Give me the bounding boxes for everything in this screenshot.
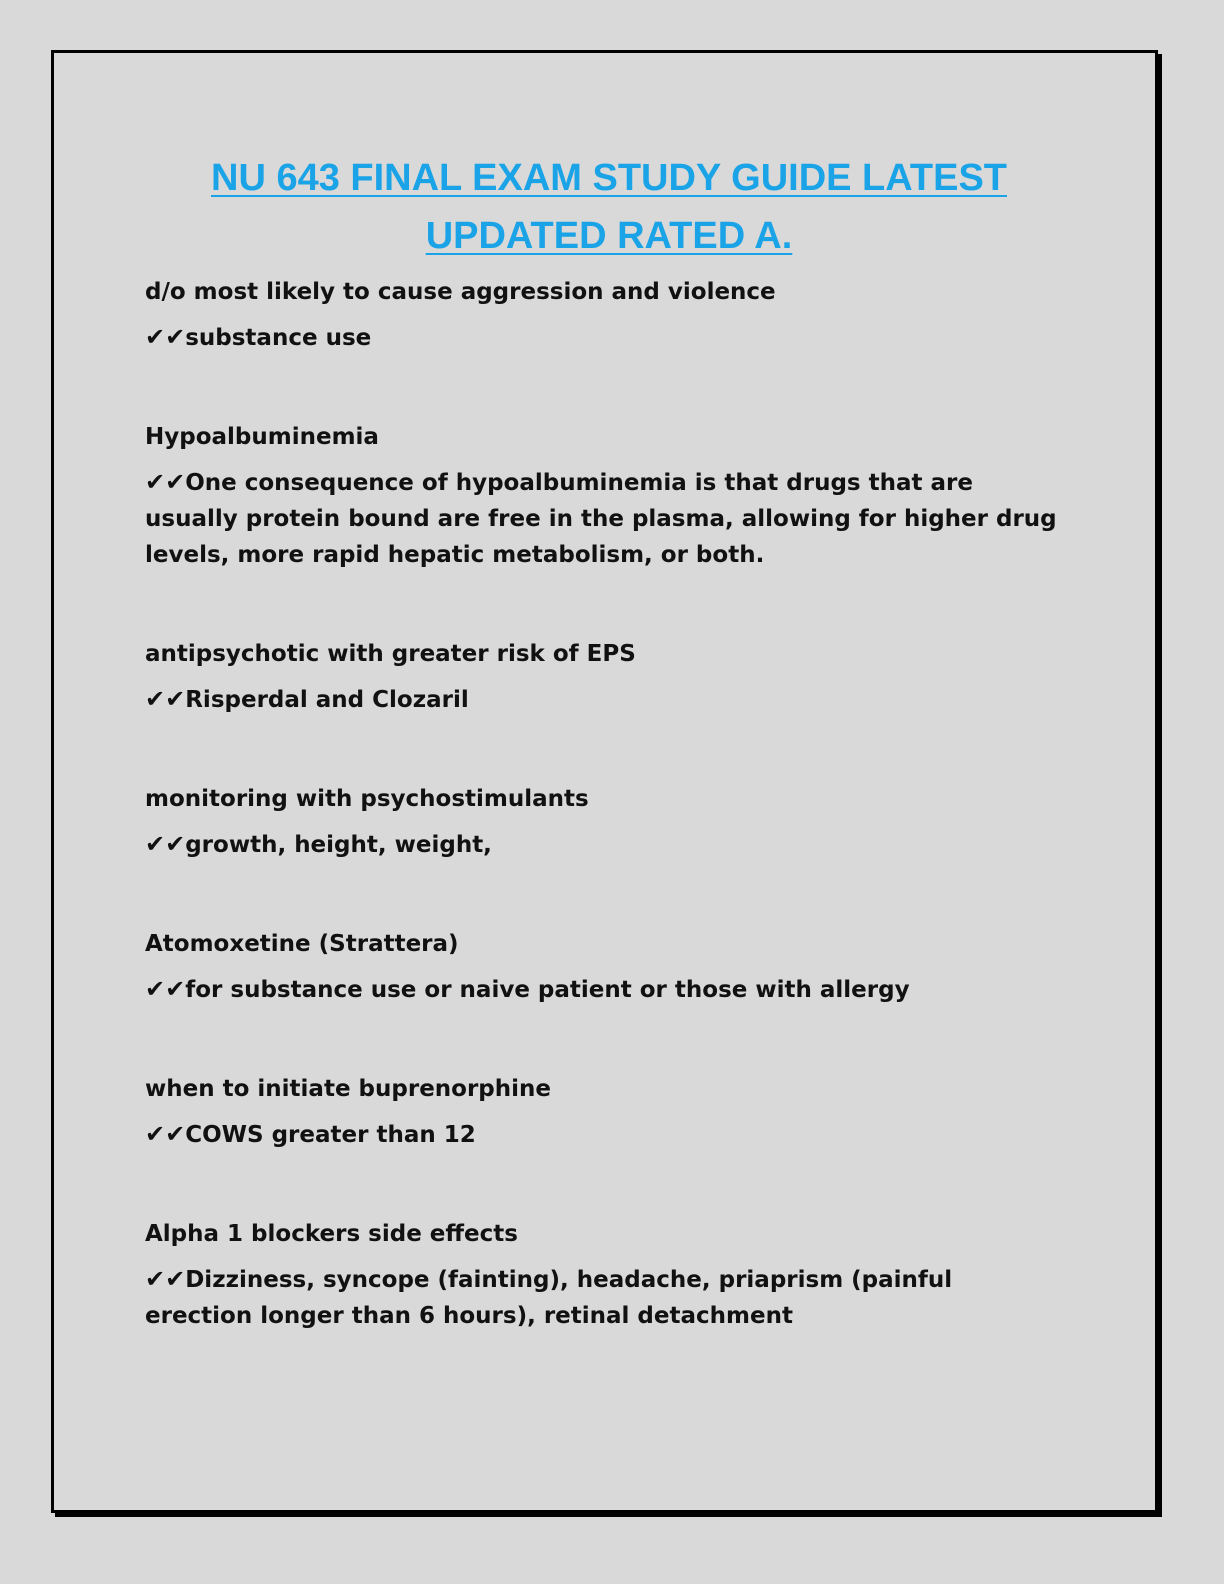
answer-body: substance use (185, 325, 372, 351)
double-check-icon: ✔✔ (145, 468, 186, 496)
answer-text (145, 681, 1065, 718)
qa-item (145, 1074, 1065, 1153)
double-check-icon: ✔✔ (145, 1265, 186, 1293)
answer-body: growth, height, weight, (185, 832, 492, 858)
double-check-icon: ✔✔ (145, 1120, 186, 1148)
answer-text (145, 464, 1065, 573)
question-text: monitoring with psychostimulants (145, 786, 589, 812)
answer-body: Dizziness, syncope (fainting), headache, priaprism (painful erection longer than 6 hours), retinal detachment (145, 1267, 953, 1329)
question-text: d/o most likely to cause aggression and violence (145, 279, 776, 305)
qa-item (145, 929, 1065, 1008)
answer-text (145, 1116, 1065, 1153)
qa-item (145, 784, 1065, 863)
question-text: antipsychotic with greater risk of EPS (145, 641, 636, 667)
question-text: Atomoxetine (Strattera) (145, 931, 459, 957)
double-check-icon: ✔✔ (145, 685, 186, 713)
answer-text (145, 971, 1065, 1008)
double-check-icon: ✔✔ (145, 975, 186, 1003)
answer-body: for substance use or naive patient or those with allergy (185, 977, 910, 1003)
document-title (54, 149, 1164, 265)
double-check-icon: ✔✔ (145, 830, 186, 858)
answer-text (145, 319, 1065, 356)
qa-item (145, 422, 1065, 573)
answer-body: Risperdal and Clozaril (185, 687, 469, 713)
title-line-2: UPDATED RATED A. (425, 215, 793, 257)
qa-item (145, 277, 1065, 356)
qa-item (145, 1219, 1065, 1334)
question-text: when to initiate buprenorphine (145, 1076, 552, 1102)
study-guide-content (145, 277, 1065, 1400)
title-line-1: NU 643 FINAL EXAM STUDY GUIDE LATEST (211, 157, 1007, 199)
answer-body: COWS greater than 12 (185, 1122, 476, 1148)
double-check-icon: ✔✔ (145, 323, 186, 351)
page-border (51, 50, 1158, 1513)
answer-text (145, 826, 1065, 863)
question-text: Hypoalbuminemia (145, 424, 379, 450)
answer-body: One consequence of hypoalbuminemia is that drugs that are usually protein bound are free in the plasma, allowing for higher drug levels, more rapid hepatic metabolism, or both. (145, 470, 1057, 568)
question-text: Alpha 1 blockers side effects (145, 1221, 518, 1247)
answer-text (145, 1261, 1065, 1334)
qa-item (145, 639, 1065, 718)
